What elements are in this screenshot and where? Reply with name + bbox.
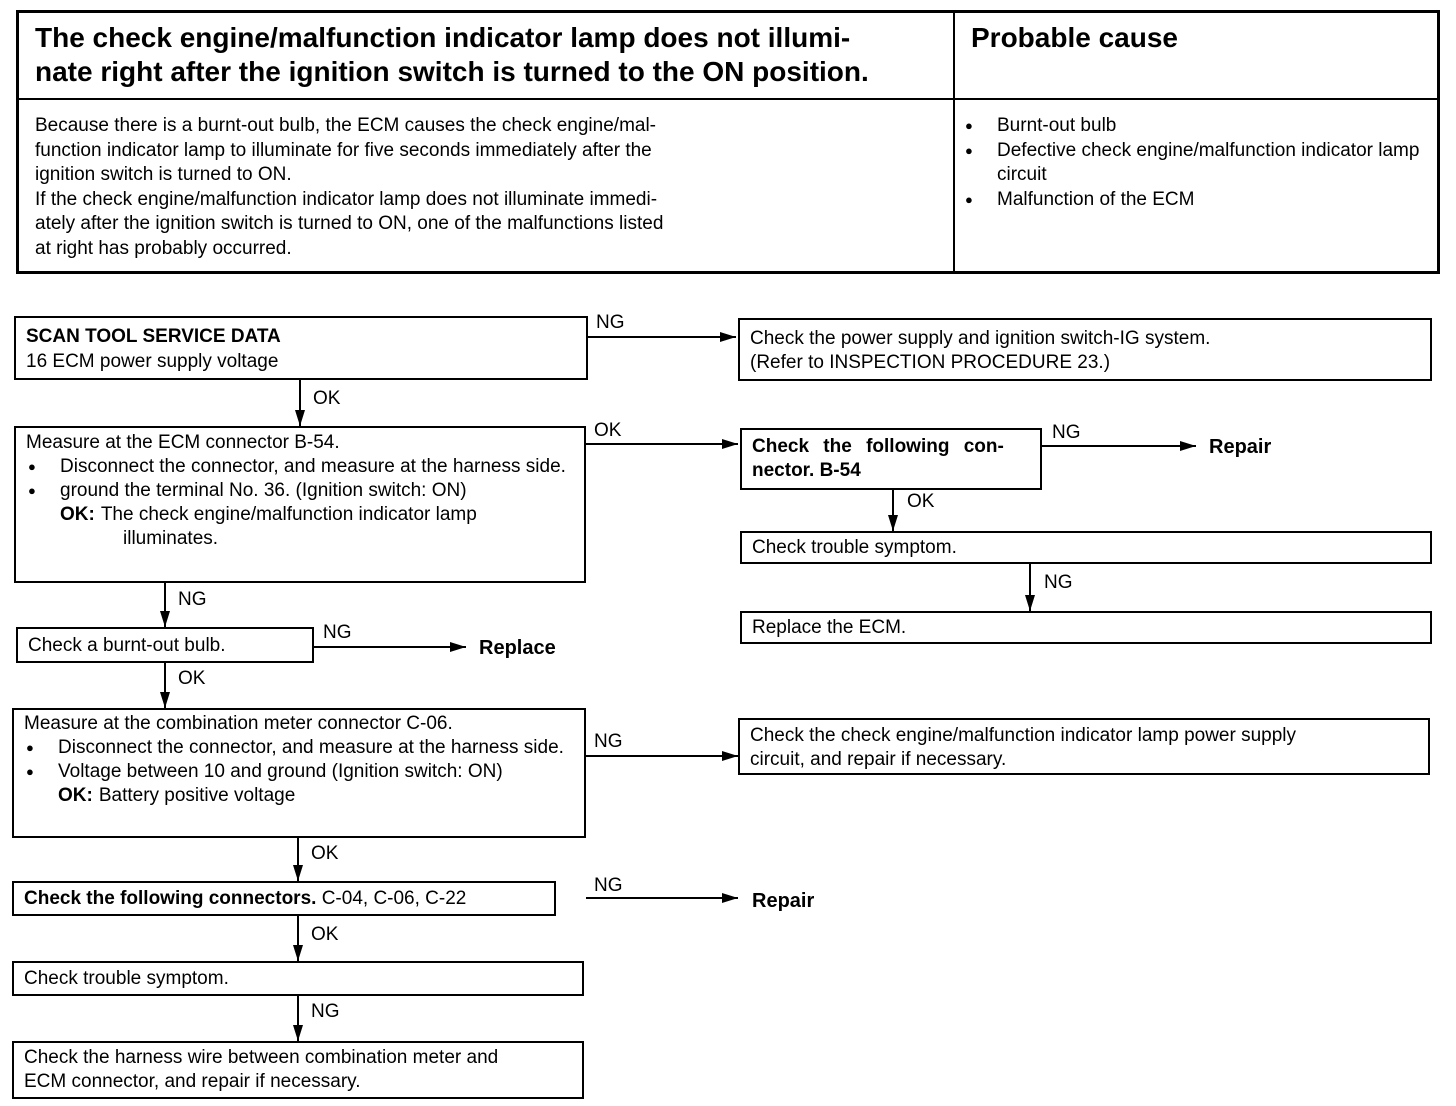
step-line: 16 ECM power supply voltage xyxy=(26,351,279,372)
step-title: SCAN TOOL SERVICE DATA xyxy=(26,326,281,347)
step-replace-ecm: Replace the ECM. xyxy=(740,611,1432,644)
step-measure-meter-connector xyxy=(12,708,586,838)
ok-criteria-label: OK: xyxy=(58,785,93,806)
step-check-power-supply xyxy=(738,318,1432,381)
ok-criteria-text: illuminates. xyxy=(123,528,219,549)
step-bullet: ● Voltage between 10 and ground (Ignition switch: ON) xyxy=(24,760,576,784)
step-line: (Refer to INSPECTION PROCEDURE 23.) xyxy=(750,352,1111,373)
step-title: Measure at the combination meter connector C-06. xyxy=(24,713,453,734)
description-line: at right has probably occurred. xyxy=(35,237,292,259)
action-replace: Replace xyxy=(479,637,556,659)
step-check-lamp-power-circuit xyxy=(738,718,1430,775)
step-value: C-04, C-06, C-22 xyxy=(321,888,467,909)
description-line: function indicator lamp to illuminate for five seconds immediately after the xyxy=(35,139,652,161)
symptom-title-line: The check engine/malfunction indicator lamp does not illumi- xyxy=(35,22,851,53)
step-line: Check the harness wire between combination meter and xyxy=(24,1047,499,1068)
label-ng: NG xyxy=(1052,422,1081,443)
label-ok: OK xyxy=(907,491,935,512)
description-line: Because there is a burnt-out bulb, the ECM causes the check engine/mal- xyxy=(35,115,657,136)
action-repair: Repair xyxy=(1209,436,1272,458)
description-line: ately after the ignition switch is turned to ON, one of the malfunctions listed xyxy=(35,213,664,234)
cause-item: ● Burnt-out bulb xyxy=(963,114,1429,139)
symptom-title-line: nate right after the ignition switch is turned to the ON position. xyxy=(35,56,869,87)
label-ok: OK xyxy=(594,420,622,441)
cause-item: ● Malfunction of the ECM xyxy=(963,188,1429,213)
label-ng: NG xyxy=(311,1001,340,1022)
step-bullet: ● ground the terminal No. 36. (Ignition switch: ON) xyxy=(26,479,576,503)
description-line: ignition switch is turned to ON. xyxy=(35,164,292,185)
label-ng: NG xyxy=(1044,572,1073,593)
step-title: Measure at the ECM connector B-54. xyxy=(26,432,340,453)
step-line: nector. B-54 xyxy=(752,460,861,481)
probable-cause-title: Probable cause xyxy=(955,13,1437,100)
step-check-trouble-symptom-right: Check trouble symptom. xyxy=(740,531,1432,564)
action-repair: Repair xyxy=(752,890,815,912)
step-line: Check the check engine/malfunction indicator lamp power supply xyxy=(750,725,1297,746)
ok-criteria-label: OK: xyxy=(60,504,95,525)
label-ok: OK xyxy=(311,924,339,945)
label-ok: OK xyxy=(311,843,339,864)
ok-criteria-text: The check engine/malfunction indicator lamp xyxy=(100,504,477,525)
label-ok: OK xyxy=(313,388,341,409)
step-check-connector-b54 xyxy=(740,428,1042,490)
step-check-burnt-out-bulb: Check a burnt-out bulb. xyxy=(16,627,314,663)
description-line: If the check engine/malfunction indicator lamp does not illuminate immedi- xyxy=(35,188,658,210)
step-bullet: ● Disconnect the connector, and measure at the harness side. xyxy=(24,736,576,760)
step-bullet: ● Disconnect the connector, and measure at the harness side. xyxy=(26,455,576,479)
label-ng: NG xyxy=(178,589,207,610)
label-ok: OK xyxy=(178,668,206,689)
step-measure-ecm-connector xyxy=(14,426,586,583)
step-label: Check the following connectors. xyxy=(24,888,317,909)
label-ng: NG xyxy=(594,731,623,752)
step-line: Check the following con- xyxy=(752,436,1004,457)
step-line: Check the power supply and ignition switch-IG system. xyxy=(750,328,1211,349)
ok-criteria-text: Battery positive voltage xyxy=(98,785,296,806)
label-ng: NG xyxy=(323,622,352,643)
label-ng: NG xyxy=(594,875,623,896)
step-check-trouble-symptom-left: Check trouble symptom. xyxy=(12,961,584,996)
step-line: circuit, and repair if necessary. xyxy=(750,749,1007,770)
step-check-connectors-c04-c06-c22 xyxy=(12,881,556,916)
cause-item: ● Defective check engine/malfunction indicator lamp circuit xyxy=(963,139,1429,188)
step-check-harness-wire xyxy=(12,1041,584,1099)
step-scan-tool-data xyxy=(14,316,588,380)
label-ng: NG xyxy=(596,312,625,333)
step-line: ECM connector, and repair if necessary. xyxy=(24,1071,361,1092)
